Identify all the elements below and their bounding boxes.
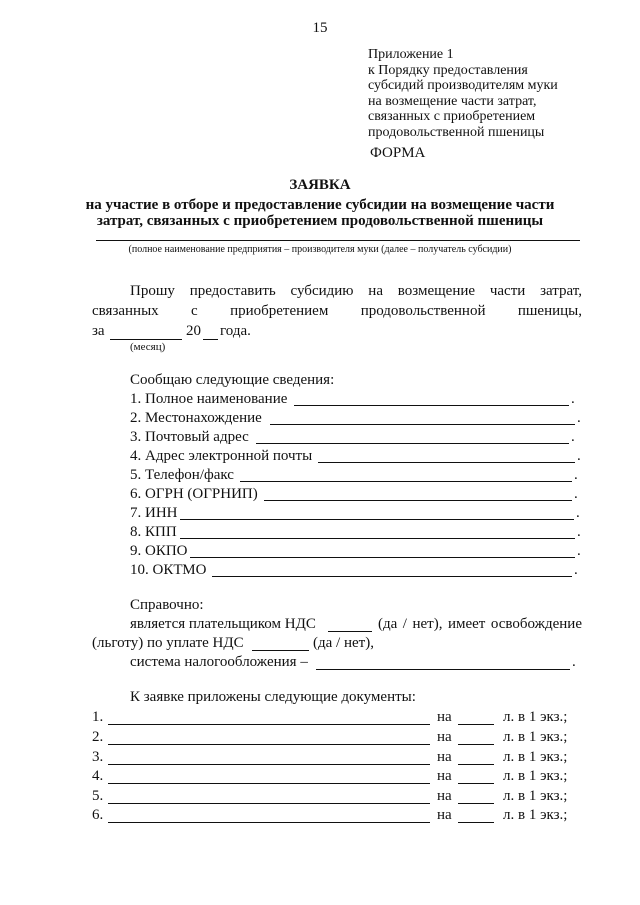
request-za: за [92, 323, 105, 339]
document-name-field[interactable] [108, 822, 430, 823]
vat-word: / [402, 616, 407, 632]
info-item-label: 10. ОКТМО [130, 562, 207, 578]
document-name-field[interactable] [108, 744, 430, 745]
field-end-dot: . [574, 467, 578, 483]
info-item-label: 6. ОГРН (ОГРНИП) [130, 486, 258, 502]
vat-payer-field[interactable] [328, 631, 372, 632]
field-end-dot: . [571, 391, 575, 407]
applicant-name-field[interactable] [96, 240, 580, 241]
info-field-postal-address[interactable] [256, 443, 569, 444]
vat-payer-label: является плательщиком НДС [130, 616, 316, 632]
info-intro: Сообщаю следующие сведения: [130, 372, 335, 388]
field-end-dot: . [577, 524, 581, 540]
field-end-dot: . [576, 505, 580, 521]
document-pages-field[interactable] [458, 783, 494, 784]
info-field-oktmo[interactable] [212, 576, 572, 577]
document-number: 5. [92, 788, 104, 804]
appendix-line: продовольственной пшеницы [368, 124, 545, 140]
document-na: на [437, 768, 452, 784]
request-word: связанных [92, 303, 159, 319]
appendix-line: к Порядку предоставления [368, 62, 528, 78]
document-suffix: л. в 1 экз.; [503, 768, 568, 784]
document-pages-field[interactable] [458, 764, 494, 765]
document-pages-field[interactable] [458, 822, 494, 823]
request-word: с [191, 303, 198, 319]
request-word: приобретением [230, 303, 329, 319]
year-field[interactable] [203, 339, 218, 340]
document-number: 2. [92, 729, 104, 745]
info-item-label: 3. Почтовый адрес [130, 429, 249, 445]
info-field-phone-fax[interactable] [240, 481, 572, 482]
info-field-full-name[interactable] [294, 405, 569, 406]
document-number: 3. [92, 749, 104, 765]
document-suffix: л. в 1 экз.; [503, 749, 568, 765]
vat-word: (да [378, 616, 398, 632]
info-item-label: 7. ИНН [130, 505, 178, 521]
vat-word: нет), [412, 616, 443, 632]
request-line-1 [130, 283, 582, 300]
request-word: части [489, 283, 526, 299]
document-pages-field[interactable] [458, 744, 494, 745]
document-suffix: л. в 1 экз.; [503, 788, 568, 804]
vat-word: имеет [447, 616, 486, 632]
request-word: Прошу [130, 283, 175, 299]
field-end-dot: . [574, 486, 578, 502]
documents-intro: К заявке приложены следующие документы: [130, 689, 416, 705]
applicant-caption: (полное наименование предприятия – производителя муки (далее – получатель субсидии) [128, 244, 512, 255]
document-number: 6. [92, 807, 104, 823]
document-name-field[interactable] [108, 724, 430, 725]
document-na: на [437, 749, 452, 765]
form-label: ФОРМА [370, 145, 426, 161]
vat-payer-suffix [378, 616, 582, 633]
info-field-email[interactable] [318, 462, 575, 463]
appendix-line: субсидий производителям муки [368, 78, 558, 93]
document-suffix: л. в 1 экз.; [503, 729, 568, 745]
field-end-dot: . [571, 429, 575, 445]
document-name-field[interactable] [108, 764, 430, 765]
info-field-ogrn[interactable] [264, 500, 572, 501]
document-na: на [437, 807, 452, 823]
request-word: возмещение [397, 283, 476, 299]
field-end-dot: . [574, 562, 578, 578]
month-caption: (месяц) [130, 341, 166, 353]
request-word: на [368, 283, 383, 299]
info-item-label: 1. Полное наименование [130, 391, 288, 407]
request-word: предоставить [189, 283, 276, 299]
request-year-prefix: 20 [186, 323, 201, 339]
document-pages-field[interactable] [458, 724, 494, 725]
info-item-label: 8. КПП [130, 524, 177, 540]
info-field-okpo[interactable] [190, 557, 575, 558]
document-subtitle-line2: затрат, связанных с приобретением продовольственной пшеницы [96, 213, 544, 229]
appendix-line: на возмещение части затрат, [368, 93, 537, 109]
document-subtitle-line1: на участие в отборе и предоставление субсидии на возмещение части [85, 197, 555, 213]
document-number: 4. [92, 768, 104, 784]
request-word: пшеницы, [517, 303, 582, 319]
appendix-line: связанных с приобретением [368, 109, 536, 124]
vat-exemption-label: (льготу) по уплате НДС [92, 635, 244, 651]
request-word: затрат, [540, 283, 582, 299]
document-suffix: л. в 1 экз.; [503, 709, 568, 725]
vat-exemption-suffix: (да / нет), [313, 635, 374, 651]
page-number: 15 [312, 20, 328, 36]
tax-system-field[interactable] [316, 669, 570, 670]
field-end-dot: . [572, 654, 576, 670]
info-item-label: 4. Адрес электронной почты [130, 448, 313, 464]
tax-system-label: система налогообложения – [130, 654, 308, 670]
month-field[interactable] [110, 339, 182, 340]
request-word: субсидию [290, 283, 354, 299]
document-suffix: л. в 1 экз.; [503, 807, 568, 823]
document-na: на [437, 788, 452, 804]
document-na: на [437, 729, 452, 745]
document-name-field[interactable] [108, 783, 430, 784]
reference-heading: Справочно: [130, 597, 204, 613]
info-item-label: 5. Телефон/факс [130, 467, 234, 483]
field-end-dot: . [577, 543, 581, 559]
info-item-label: 9. ОКПО [130, 543, 188, 559]
request-word: продовольственной [360, 303, 486, 319]
appendix-block [368, 47, 558, 140]
info-item-label: 2. Местонахождение [130, 410, 262, 426]
field-end-dot: . [577, 410, 581, 426]
info-field-location[interactable] [270, 424, 575, 425]
field-end-dot: . [577, 448, 581, 464]
vat-word: освобождение [490, 616, 582, 632]
info-field-kpp[interactable] [180, 538, 575, 539]
info-field-inn[interactable] [180, 519, 574, 520]
request-year-suffix: года. [220, 323, 251, 339]
document-number: 1. [92, 709, 104, 725]
vat-exemption-field[interactable] [252, 650, 309, 651]
appendix-line: Приложение 1 [368, 47, 454, 62]
document-title: ЗАЯВКА [289, 177, 351, 193]
document-na: на [437, 709, 452, 725]
document-pages-field[interactable] [458, 803, 494, 804]
document-name-field[interactable] [108, 803, 430, 804]
request-line-2 [92, 303, 582, 320]
